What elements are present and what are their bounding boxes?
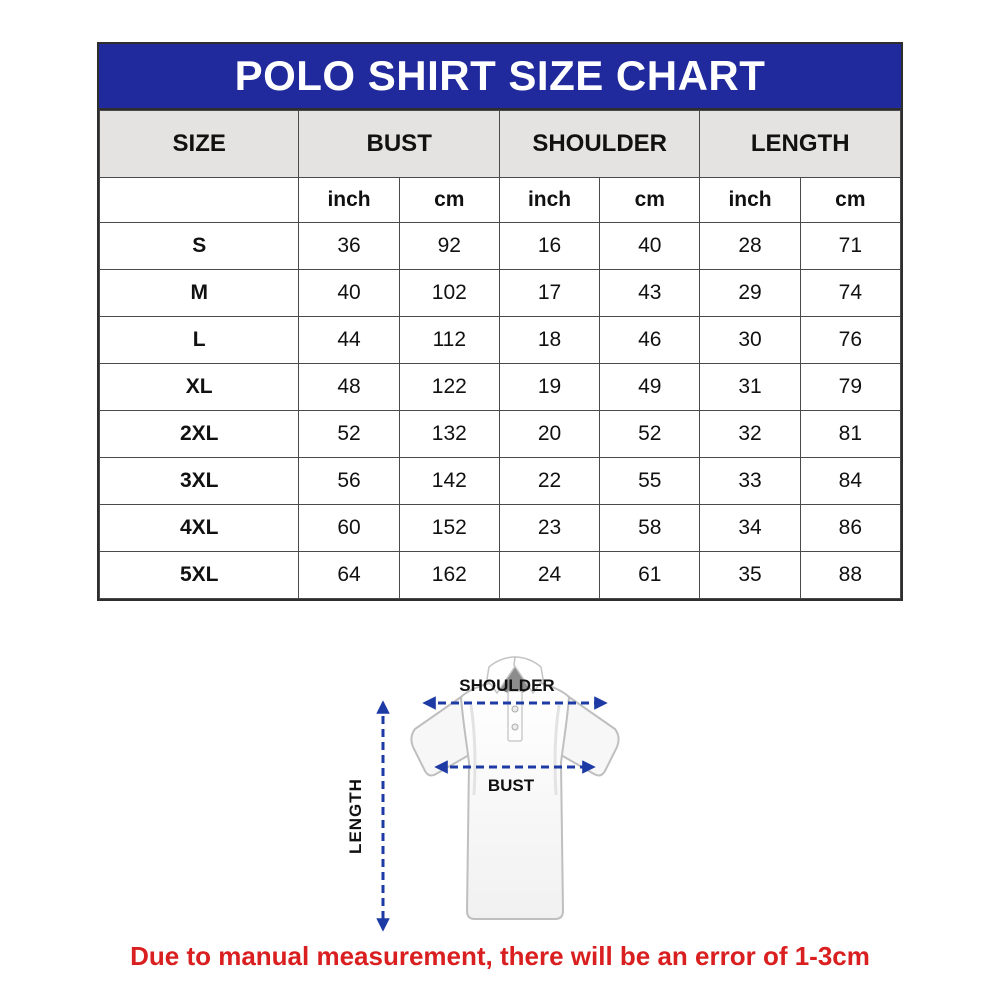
value-cell: 48 <box>299 364 399 411</box>
value-cell: 16 <box>499 223 599 270</box>
value-cell: 102 <box>399 270 499 317</box>
value-cell: 49 <box>600 364 700 411</box>
value-cell: 92 <box>399 223 499 270</box>
column-header-length: LENGTH <box>700 111 901 178</box>
size-cell: M <box>100 270 299 317</box>
value-cell: 58 <box>600 505 700 552</box>
size-cell: 2XL <box>100 411 299 458</box>
value-cell: 43 <box>600 270 700 317</box>
value-cell: 60 <box>299 505 399 552</box>
value-cell: 40 <box>600 223 700 270</box>
size-table <box>99 110 901 599</box>
table-row-s <box>100 223 901 270</box>
unit-header-shoulder-inch: inch <box>499 178 599 223</box>
value-cell: 84 <box>800 458 900 505</box>
unit-header-row <box>100 178 901 223</box>
value-cell: 132 <box>399 411 499 458</box>
table-row-2xl <box>100 411 901 458</box>
value-cell: 19 <box>499 364 599 411</box>
value-cell: 86 <box>800 505 900 552</box>
column-header-size: SIZE <box>100 111 299 178</box>
value-cell: 76 <box>800 317 900 364</box>
value-cell: 88 <box>800 552 900 599</box>
unit-header-shoulder-cm: cm <box>600 178 700 223</box>
bust-label: BUST <box>487 776 535 795</box>
column-header-shoulder: SHOULDER <box>499 111 700 178</box>
value-cell: 33 <box>700 458 800 505</box>
shoulder-label: SHOULDER <box>459 676 555 695</box>
value-cell: 36 <box>299 223 399 270</box>
value-cell: 81 <box>800 411 900 458</box>
value-cell: 40 <box>299 270 399 317</box>
table-row-4xl <box>100 505 901 552</box>
value-cell: 74 <box>800 270 900 317</box>
value-cell: 22 <box>499 458 599 505</box>
table-row-l <box>100 317 901 364</box>
length-label: LENGTH <box>346 778 365 854</box>
shirt-button <box>512 706 518 712</box>
value-cell: 32 <box>700 411 800 458</box>
value-cell: 152 <box>399 505 499 552</box>
value-cell: 30 <box>700 317 800 364</box>
value-cell: 61 <box>600 552 700 599</box>
value-cell: 55 <box>600 458 700 505</box>
chart-title: POLO SHIRT SIZE CHART <box>234 52 766 99</box>
size-cell: XL <box>100 364 299 411</box>
unit-header-length-inch: inch <box>700 178 800 223</box>
value-cell: 142 <box>399 458 499 505</box>
value-cell: 52 <box>600 411 700 458</box>
value-cell: 18 <box>499 317 599 364</box>
chart-title-bar <box>99 44 901 110</box>
shirt-left-sleeve <box>411 697 469 775</box>
shirt-placket <box>508 691 522 741</box>
size-cell: S <box>100 223 299 270</box>
measurement-diagram <box>0 645 1000 937</box>
value-cell: 24 <box>499 552 599 599</box>
table-row-3xl <box>100 458 901 505</box>
value-cell: 79 <box>800 364 900 411</box>
column-header-bust: BUST <box>299 111 500 178</box>
unit-header-bust-cm: cm <box>399 178 499 223</box>
shirt-button <box>512 724 518 730</box>
value-cell: 112 <box>399 317 499 364</box>
value-cell: 46 <box>600 317 700 364</box>
value-cell: 162 <box>399 552 499 599</box>
value-cell: 64 <box>299 552 399 599</box>
size-cell: 3XL <box>100 458 299 505</box>
value-cell: 17 <box>499 270 599 317</box>
table-row-m <box>100 270 901 317</box>
size-cell: L <box>100 317 299 364</box>
value-cell: 28 <box>700 223 800 270</box>
value-cell: 44 <box>299 317 399 364</box>
size-chart-box <box>97 42 903 601</box>
value-cell: 34 <box>700 505 800 552</box>
shirt-right-sleeve <box>561 697 619 775</box>
size-cell: 5XL <box>100 552 299 599</box>
column-group-row <box>100 111 901 178</box>
table-row-xl <box>100 364 901 411</box>
value-cell: 71 <box>800 223 900 270</box>
value-cell: 29 <box>700 270 800 317</box>
unit-header-bust-inch: inch <box>299 178 399 223</box>
value-cell: 122 <box>399 364 499 411</box>
value-cell: 23 <box>499 505 599 552</box>
value-cell: 20 <box>499 411 599 458</box>
measurement-disclaimer: Due to manual measurement, there will be an error of 1-3cm <box>130 941 870 971</box>
polo-shirt-illustration <box>345 645 655 937</box>
value-cell: 35 <box>700 552 800 599</box>
table-row-5xl <box>100 552 901 599</box>
value-cell: 56 <box>299 458 399 505</box>
size-cell: 4XL <box>100 505 299 552</box>
unit-header-empty <box>100 178 299 223</box>
unit-header-length-cm: cm <box>800 178 900 223</box>
value-cell: 31 <box>700 364 800 411</box>
value-cell: 52 <box>299 411 399 458</box>
